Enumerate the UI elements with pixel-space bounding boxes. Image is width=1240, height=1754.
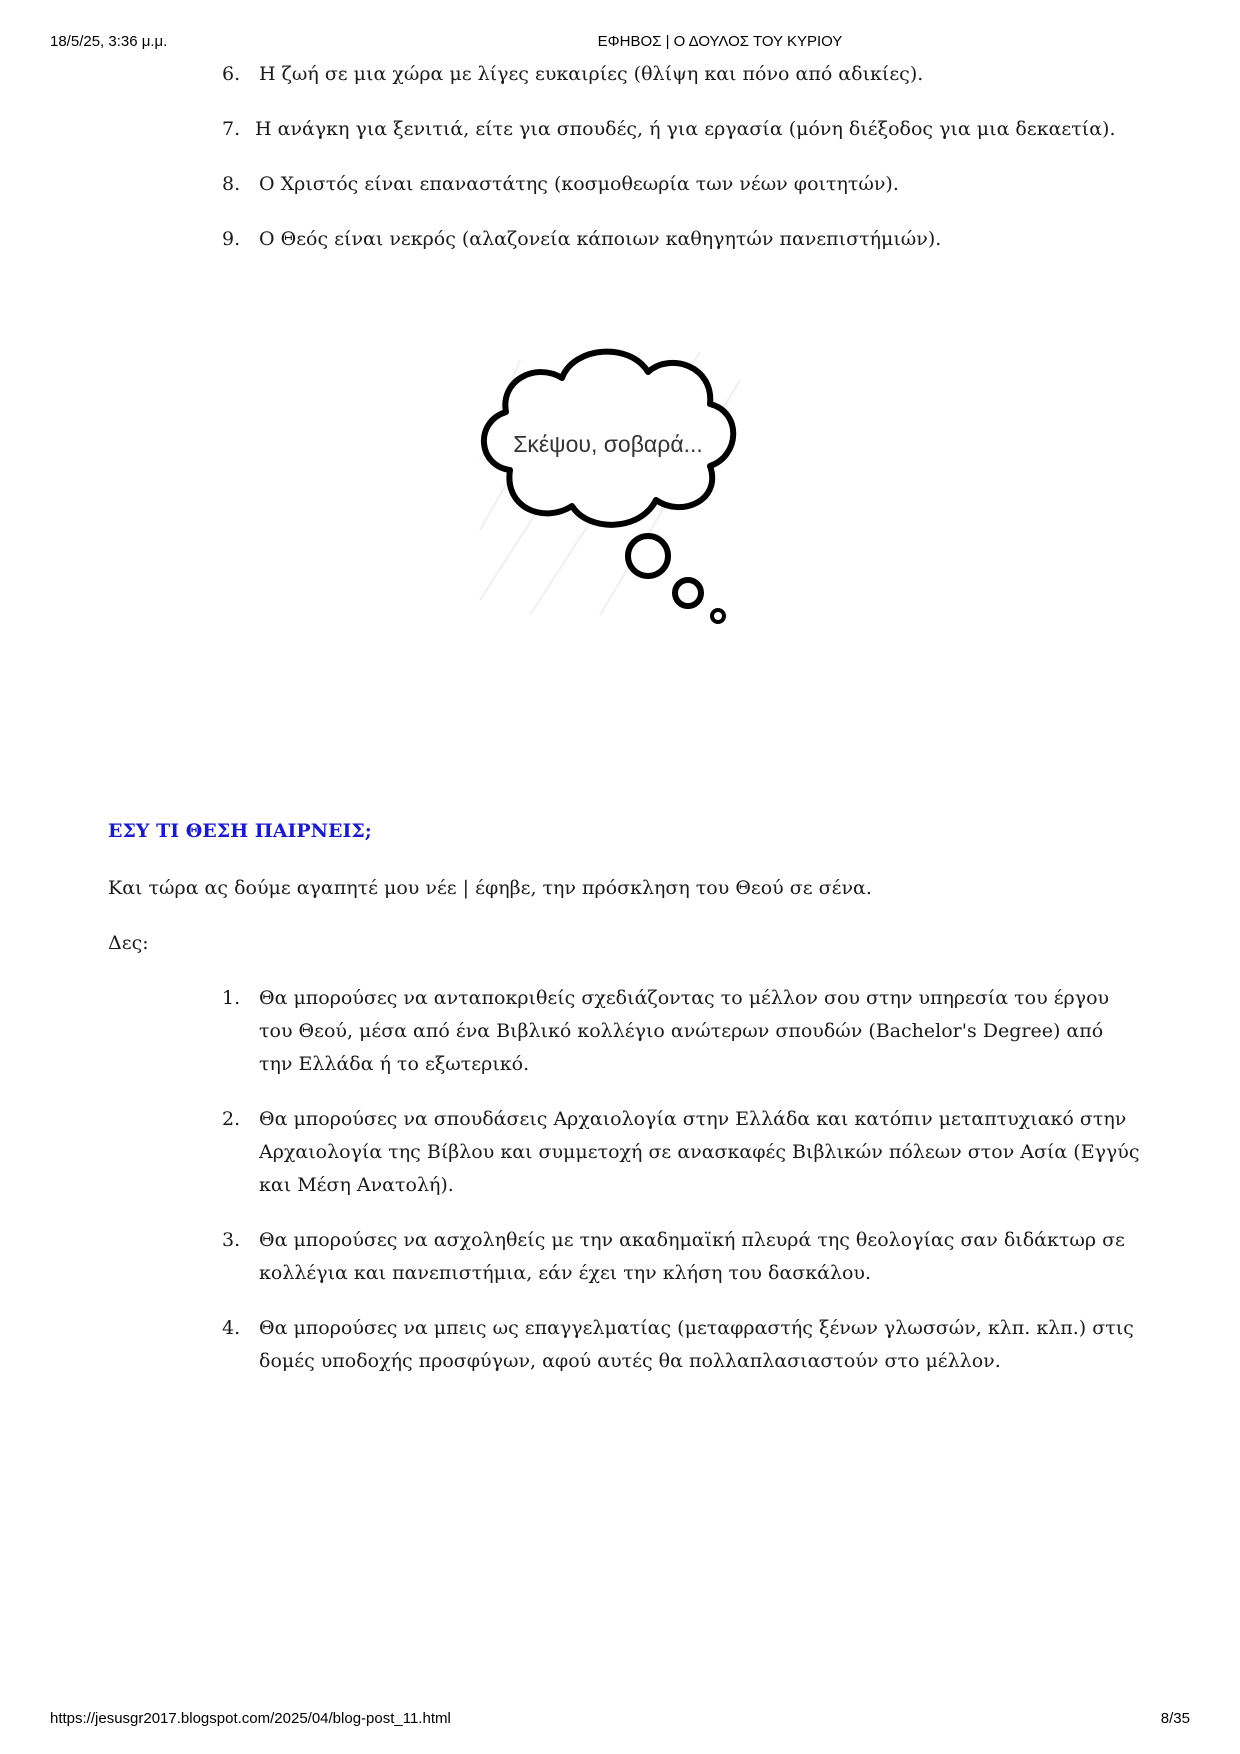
list-item-text: Θα μπορούσες να ανταποκριθείς σχεδιάζοντας το μέλλον σου στην υπηρεσία του έργου του Θεού, μέσα από ένα Βιβλικό κολλέγιο ανώτερων σπουδών (Bachelor's Degree) από την Ελλάδα ή το εξωτερικό. [259,987,1110,1075]
list-item [222,168,1142,201]
list-item-text: Η ανάγκη για ξενιτιά, είτε για σπουδές, ή για εργασία (μόνη διέξοδος για μια δεκαετία). [255,118,1116,140]
list-item-number: 7. [222,118,241,140]
print-date: 18/5/25, 3:36 μ.μ. [50,33,168,50]
list-item-number: 9. [222,228,241,250]
list-item-number: 6. [222,63,241,85]
list-item [222,58,1142,91]
list-item [222,113,1142,146]
list-item [222,982,1142,1081]
list-item [222,1103,1142,1202]
list-item-text: Ο Χριστός είναι επαναστάτης (κοσμοθεωρία των νέων φοιτητών). [259,173,899,195]
list-item-number: 1. [222,987,241,1009]
thought-bubble-image [470,340,770,640]
thought-dot-medium [675,580,701,606]
print-page-title: ΕΦΗΒΟΣ | Ο ΔΟΥΛΟΣ ΤΟΥ ΚΥΡΙΟΥ [597,33,843,50]
see-label: Δες: [108,932,149,954]
intro-paragraph: Και τώρα ας δούμε αγαπητέ μου νέε | έφηβε, την πρόσκληση του Θεού σε σένα. [108,877,872,899]
thought-bubble-text: Σκέψου, σοβαρά... [513,431,703,457]
list-item-text: Θα μπορούσες να σπουδάσεις Αρχαιολογία στην Ελλάδα και κατόπιν μεταπτυχιακό στην Αρχαιολογία της Βίβλου και συμμετοχή σε ανασκαφές Βιβλικών πόλεων στον Ασία (Εγγύς και Μέση Ανατολή). [259,1108,1140,1196]
list-item-text: Η ζωή σε μια χώρα με λίγες ευκαιρίες (θλίψη και πόνο από αδικίες). [259,63,924,85]
print-url: https://jesusgr2017.blogspot.com/2025/04/blog-post_11.html [50,1710,451,1727]
list-item-text: Θα μπορούσες να ασχοληθείς με την ακαδημαϊκή πλευρά της θεολογίας σαν διδάκτωρ σε κολλέγια και πανεπιστήμια, εάν έχει την κλήση του δασκάλου. [259,1229,1125,1284]
list-item-text: Ο Θεός είναι νεκρός (αλαζονεία κάποιων καθηγητών πανεπιστήμιών). [259,228,942,250]
thought-dot-small [712,610,724,622]
list-item [222,1312,1142,1378]
list-item-number: 8. [222,173,241,195]
list-item-number: 4. [222,1317,241,1339]
list-item [222,223,1142,256]
list-item-number: 3. [222,1229,241,1251]
section-heading: ΕΣΥ ΤΙ ΘΕΣΗ ΠΑΙΡΝΕΙΣ; [108,820,372,842]
list-item [222,1224,1142,1290]
thought-dot-large [628,536,668,576]
print-page-number: 8/35 [1160,1710,1190,1727]
list-item-number: 2. [222,1108,241,1130]
list-item-text: Θα μπορούσες να μπεις ως επαγγελματίας (μεταφραστής ξένων γλωσσών, κλπ. κλπ.) στις δομές υποδοχής προσφύγων, αφού αυτές θα πολλαπλασιαστούν στο μέλλον. [259,1317,1134,1372]
